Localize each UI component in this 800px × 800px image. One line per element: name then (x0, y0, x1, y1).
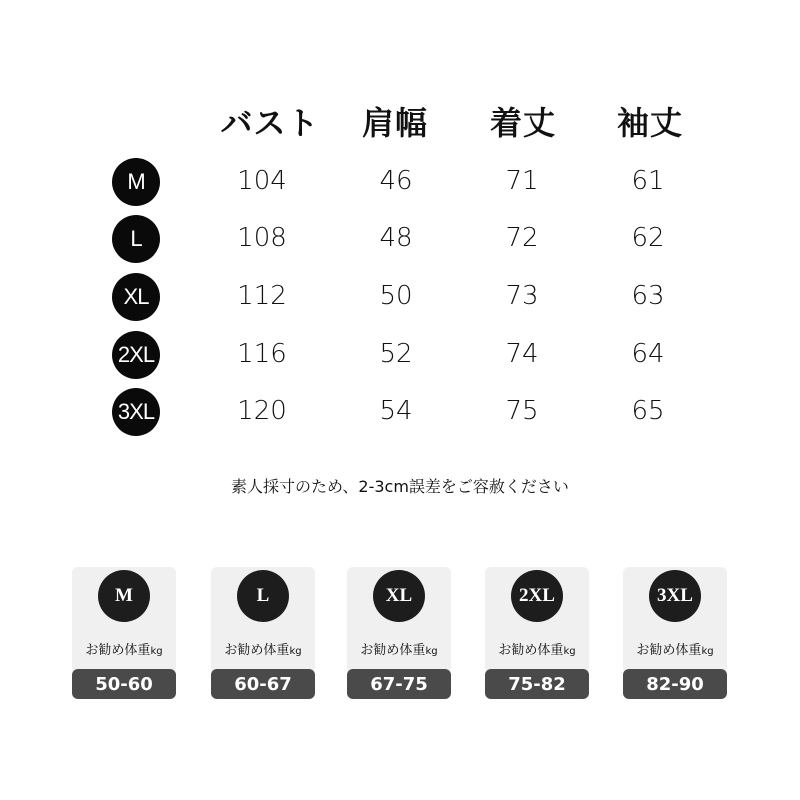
size-badge: M (112, 158, 160, 206)
weight-range: 67-75 (347, 669, 451, 699)
header-length: 着丈 (489, 104, 556, 142)
size-badge: 2XL (112, 331, 160, 379)
header-shoulder: 肩幅 (361, 104, 428, 142)
weight-range: 75-82 (485, 669, 589, 699)
bust-value: 116 (237, 339, 287, 369)
weight-card (623, 567, 727, 699)
weight-label: お勧め体重kg (498, 643, 576, 658)
length-value: 72 (505, 223, 539, 253)
weight-card (72, 567, 176, 699)
weight-range: 82-90 (623, 669, 727, 699)
measurement-note: 素人採寸のため、2-3cm誤差をご容赦ください (231, 477, 569, 496)
shoulder-value: 48 (379, 223, 413, 253)
bust-value: 112 (237, 281, 287, 311)
size-circle: L (237, 570, 289, 622)
header-sleeve: 袖丈 (616, 104, 683, 142)
length-value: 75 (505, 396, 539, 426)
length-value: 73 (505, 281, 539, 311)
shoulder-value: 50 (379, 281, 413, 311)
sleeve-value: 63 (631, 281, 665, 311)
sleeve-value: 64 (631, 339, 665, 369)
size-circle: XL (373, 570, 425, 622)
weight-range: 50-60 (72, 669, 176, 699)
size-badge: L (112, 215, 160, 263)
bust-value: 108 (237, 223, 287, 253)
bust-value: 120 (237, 396, 287, 426)
size-circle: 3XL (649, 570, 701, 622)
weight-card (211, 567, 315, 699)
weight-label: お勧め体重kg (85, 643, 163, 658)
sleeve-value: 62 (631, 223, 665, 253)
weight-label: お勧め体重kg (224, 643, 302, 658)
table-row (0, 273, 800, 323)
size-circle: M (98, 570, 150, 622)
bust-value: 104 (237, 166, 287, 196)
shoulder-value: 52 (379, 339, 413, 369)
weight-label: お勧め体重kg (636, 643, 714, 658)
length-value: 74 (505, 339, 539, 369)
table-row (0, 331, 800, 381)
size-badge: 3XL (112, 388, 160, 436)
shoulder-value: 54 (379, 396, 413, 426)
sleeve-value: 65 (631, 396, 665, 426)
weight-card (485, 567, 589, 699)
header-bust: バスト (220, 104, 320, 142)
shoulder-value: 46 (379, 166, 413, 196)
table-row (0, 158, 800, 208)
sleeve-value: 61 (631, 166, 665, 196)
weight-card (347, 567, 451, 699)
weight-label: お勧め体重kg (360, 643, 438, 658)
table-row (0, 215, 800, 265)
length-value: 71 (505, 166, 539, 196)
size-badge: XL (112, 273, 160, 321)
weight-range: 60-67 (211, 669, 315, 699)
table-row (0, 388, 800, 438)
size-circle: 2XL (511, 570, 563, 622)
